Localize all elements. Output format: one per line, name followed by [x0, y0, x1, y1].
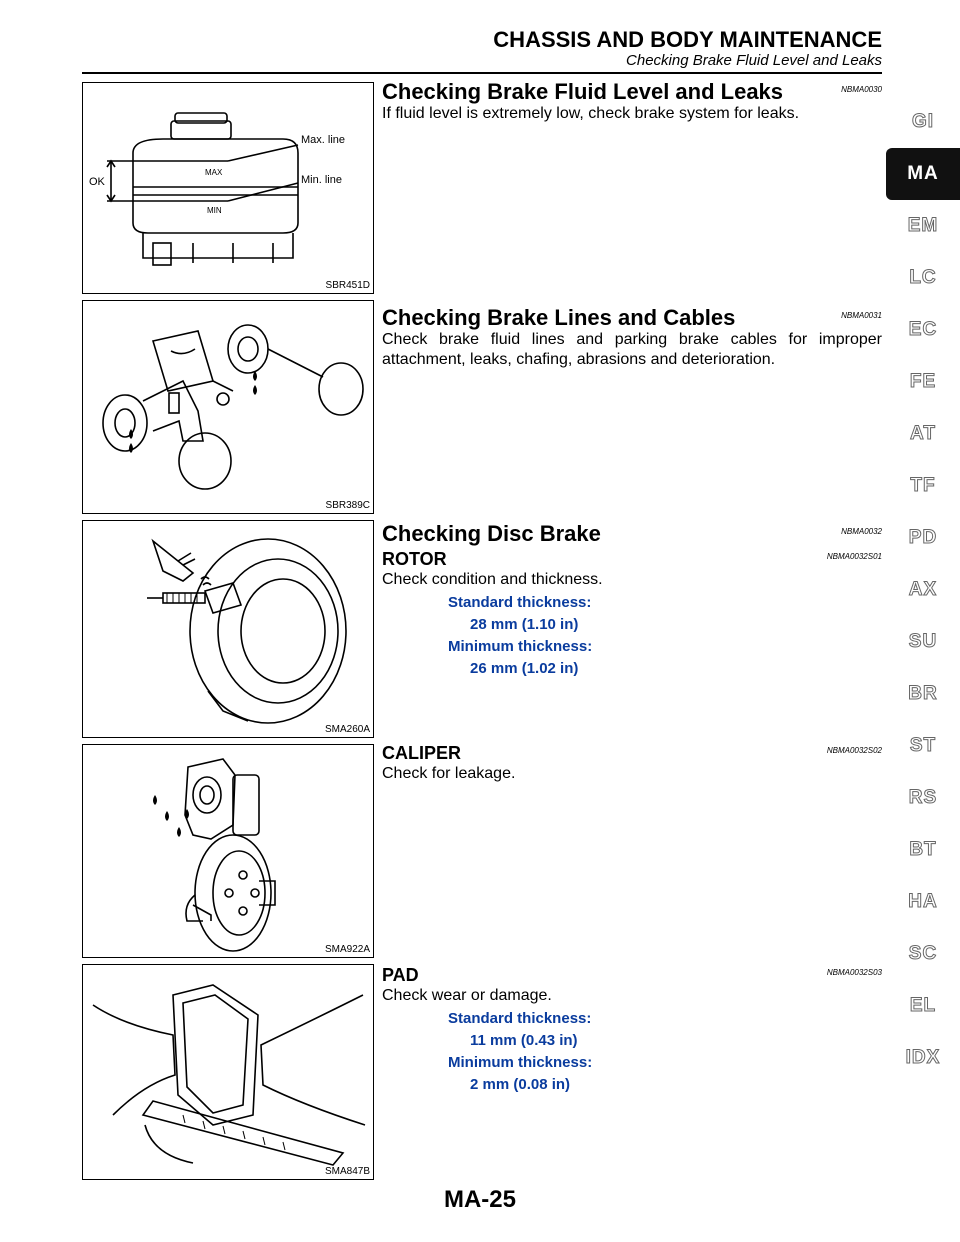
- tab-fe[interactable]: FE: [909, 371, 937, 392]
- figure-brake-lines: [82, 300, 374, 514]
- std-thickness-label: Standard thickness:: [448, 594, 592, 611]
- section-body: If fluid level is extremely low, check brake system for leaks.: [382, 105, 800, 122]
- max-line-label: Max. line: [301, 134, 346, 146]
- page-title: CHASSIS AND BODY MAINTENANCE: [493, 27, 882, 52]
- rotor-illustration: [83, 521, 373, 737]
- min-mark: MIN: [207, 206, 222, 215]
- section-ref: NBMA0032: [841, 527, 882, 536]
- tab-el[interactable]: EL: [909, 995, 937, 1016]
- tab-rs[interactable]: RS: [908, 787, 938, 808]
- figure-caliper: [82, 744, 374, 958]
- section-pad: [382, 964, 882, 1096]
- min-line-label: Min. line: [301, 174, 342, 186]
- subsection-body: Check for leakage.: [382, 765, 516, 782]
- subsection-body: Check wear or damage.: [382, 987, 552, 1004]
- reservoir-illustration: [83, 83, 373, 293]
- subsection-title-caliper: CALIPER NBMA0032S02: [382, 742, 882, 764]
- subsection-ref: NBMA0032S02: [826, 746, 882, 755]
- section-title: Checking Brake Fluid Level and Leaks NBMA0030: [382, 79, 882, 104]
- tab-bt[interactable]: BT: [909, 839, 937, 860]
- tab-br[interactable]: BR: [908, 683, 938, 704]
- min-thickness-value: 26 mm (1.02 in): [470, 660, 579, 677]
- tab-sc[interactable]: SC: [908, 943, 938, 964]
- std-thickness-value: 11 mm (0.43 in): [470, 1032, 578, 1049]
- figure-code: SBR389C: [325, 500, 370, 511]
- tab-gi[interactable]: GI: [911, 111, 935, 132]
- section-caliper: [382, 742, 882, 784]
- tab-at[interactable]: AT: [910, 423, 936, 444]
- subsection-title-pad: PAD NBMA0032S03: [382, 964, 882, 986]
- tab-ha[interactable]: HA: [908, 891, 938, 912]
- pad-illustration: [83, 965, 373, 1179]
- ok-label: OK: [89, 176, 105, 188]
- tab-su[interactable]: SU: [908, 631, 938, 652]
- caliper-illustration: [83, 745, 373, 957]
- section-body: Check brake fluid lines and parking brake cables for improper attachment, leaks, chafing, abrasions and deterioration.: [382, 331, 882, 368]
- pad-spec: [382, 1008, 882, 1096]
- section-fluid-level: [382, 80, 882, 124]
- rotor-spec: [382, 592, 882, 680]
- section-ref: NBMA0030: [841, 85, 882, 94]
- section-title: Checking Brake Lines and Cables NBMA0031: [382, 305, 882, 330]
- tab-tf[interactable]: TF: [910, 475, 936, 496]
- std-thickness-label: Standard thickness:: [448, 1010, 592, 1027]
- std-thickness-value: 28 mm (1.10 in): [470, 616, 579, 633]
- tab-ec[interactable]: EC: [908, 319, 938, 340]
- page-number: MA-25: [443, 1186, 516, 1213]
- min-thickness-value: 2 mm (0.08 in): [470, 1076, 571, 1093]
- figure-rotor: [82, 520, 374, 738]
- figure-code: SMA260A: [324, 724, 370, 735]
- tab-ma[interactable]: MA: [886, 148, 960, 200]
- figure-code: SBR451D: [325, 280, 370, 291]
- subsection-title-rotor: ROTOR NBMA0032S01: [382, 548, 882, 570]
- figure-pad: [82, 964, 374, 1180]
- min-thickness-label: Minimum thickness:: [448, 638, 593, 655]
- section-title: Checking Disc Brake NBMA0032: [382, 521, 882, 546]
- tab-st[interactable]: ST: [909, 735, 937, 756]
- section-disc-brake: [382, 522, 882, 680]
- section-brake-lines: [382, 306, 882, 370]
- page-header: [378, 28, 882, 70]
- figure-code: SMA847B: [324, 1166, 370, 1177]
- tab-idx[interactable]: IDX: [905, 1047, 941, 1068]
- tab-ax[interactable]: AX: [908, 579, 938, 600]
- figure-reservoir: [82, 82, 374, 294]
- min-thickness-label: Minimum thickness:: [448, 1054, 593, 1071]
- subsection-ref: NBMA0032S03: [826, 968, 882, 977]
- section-ref: NBMA0031: [841, 311, 882, 320]
- tab-em[interactable]: EM: [907, 215, 939, 236]
- subsection-body: Check condition and thickness.: [382, 571, 603, 588]
- brake-lines-illustration: [83, 301, 373, 513]
- figure-code: SMA922A: [324, 944, 370, 955]
- section-tabs: [886, 96, 960, 1084]
- page-subtitle: Checking Brake Fluid Level and Leaks: [626, 52, 882, 69]
- header-divider: [82, 72, 882, 74]
- subsection-ref: NBMA0032S01: [826, 552, 882, 561]
- max-mark: MAX: [205, 168, 223, 177]
- tab-pd[interactable]: PD: [908, 527, 938, 548]
- tab-lc[interactable]: LC: [909, 267, 937, 288]
